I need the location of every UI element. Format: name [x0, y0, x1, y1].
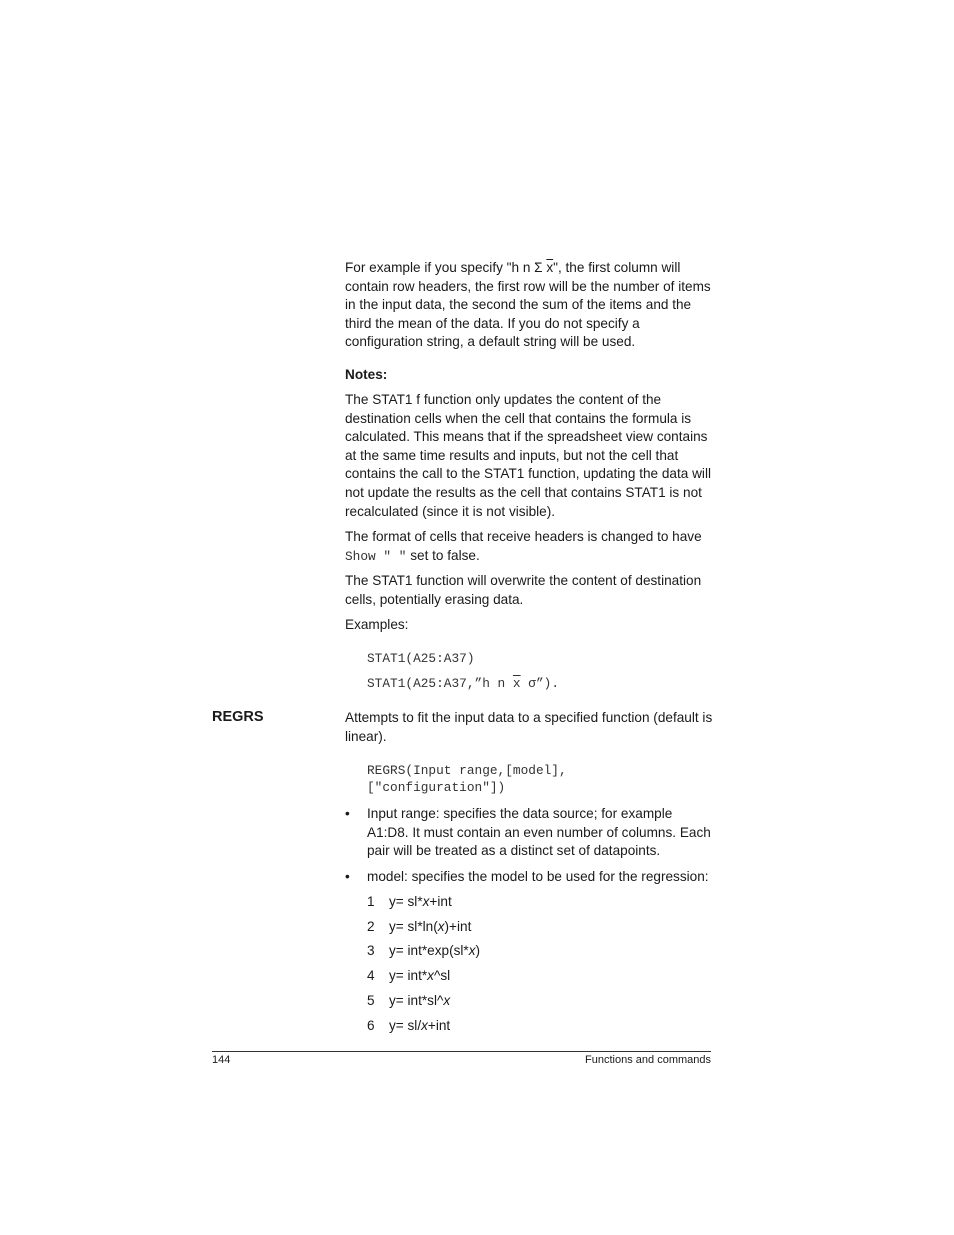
regrs-syntax-line: ["configuration"]) — [367, 780, 506, 795]
regrs-syntax-line: REGRS(Input range,[model], — [367, 763, 567, 778]
regrs-heading: REGRS — [212, 709, 264, 725]
model-formula: ^sl — [433, 968, 451, 983]
model-number: 1 — [367, 894, 375, 909]
model-formula: y= sl* — [389, 894, 423, 909]
regrs-syntax — [367, 762, 567, 796]
model-formula: ) — [475, 943, 481, 958]
example-code-2 — [367, 675, 559, 692]
footer-divider — [212, 1051, 711, 1052]
model-variable: x — [468, 943, 476, 958]
x-bar-symbol: $\overline{x}$ — [546, 260, 554, 275]
show-option-code: Show " " — [345, 548, 407, 564]
page-number: 144 — [212, 1054, 231, 1066]
bullet-marker: • — [345, 869, 350, 884]
example-code-1: STAT1(A25:A37) — [367, 651, 475, 666]
model-number: 2 — [367, 919, 375, 934]
bullet-input-range: Input range: specifies the data source; for example A1:D8. It must contain an even number of columns. Each pair will be treated as a distinct set of datapoints. — [367, 806, 711, 859]
model-formula: y= sl/ — [389, 1018, 422, 1033]
model-variable: x — [437, 919, 445, 934]
footer-section-title: Functions and commands — [585, 1054, 711, 1066]
model-formula: +int — [429, 894, 452, 909]
note-paragraph-1: The STAT1 f function only updates the content of the destination cells when the cell that contains the formula is calculated. This means that if the spreadsheet view contains at the same time results and inputs, but not the cell that contains the call to the STAT1 function, updating the data will not update the results as the cell that contains STAT1 is not recalculated (since it is not visible). — [345, 392, 711, 519]
x-bar-symbol: $\overline{x}$ — [512, 676, 521, 691]
model-number: 6 — [367, 1018, 375, 1033]
regrs-description: Attempts to fit the input data to a specified function (default is linear). — [345, 710, 713, 744]
intro-text-part: For example if you specify "h n Σ — [345, 260, 547, 275]
model-item — [367, 893, 452, 911]
model-item — [367, 992, 450, 1010]
model-formula: )+int — [444, 919, 472, 934]
model-item — [367, 918, 471, 936]
bullet-marker: • — [345, 806, 350, 821]
model-number: 5 — [367, 993, 375, 1008]
note2-text: The format of cells that receive headers is changed to have — [345, 529, 702, 544]
model-formula: +int — [427, 1018, 451, 1033]
examples-label: Examples: — [345, 617, 409, 632]
model-formula: y= sl*ln( — [389, 919, 438, 934]
note2-text-end: set to false. — [406, 547, 480, 563]
model-number: 3 — [367, 943, 375, 958]
note-paragraph-2 — [345, 528, 713, 565]
bullet-model: model: specifies the model to be used for the regression: — [367, 869, 709, 884]
model-formula: y= int*exp(sl* — [389, 943, 469, 958]
intro-text-part: ", the first column will — [553, 260, 681, 275]
model-item — [367, 1017, 450, 1035]
model-variable: x — [422, 894, 430, 909]
intro-text-rest: contain row headers, the first row will be the number of items in the input data, the second the sum of the items and the third the mean of the data. If you do not specify a configuration string, a default string will be used. — [345, 278, 711, 350]
model-formula: y= int* — [389, 968, 428, 983]
intro-paragraph — [345, 259, 713, 352]
model-variable: x — [443, 993, 451, 1008]
note-paragraph-3: The STAT1 function will overwrite the content of destination cells, potentially erasing data. — [345, 573, 702, 607]
model-number: 4 — [367, 968, 375, 983]
example2-part: STAT1(A25:A37,”h n — [367, 676, 513, 691]
model-variable: x — [427, 968, 434, 983]
model-item — [367, 942, 480, 960]
model-variable: x — [421, 1018, 428, 1033]
example2-part: σ”). — [520, 676, 560, 691]
model-item — [367, 967, 450, 985]
model-formula: y= int*sl^ — [389, 993, 444, 1008]
notes-heading: Notes: — [345, 367, 388, 382]
